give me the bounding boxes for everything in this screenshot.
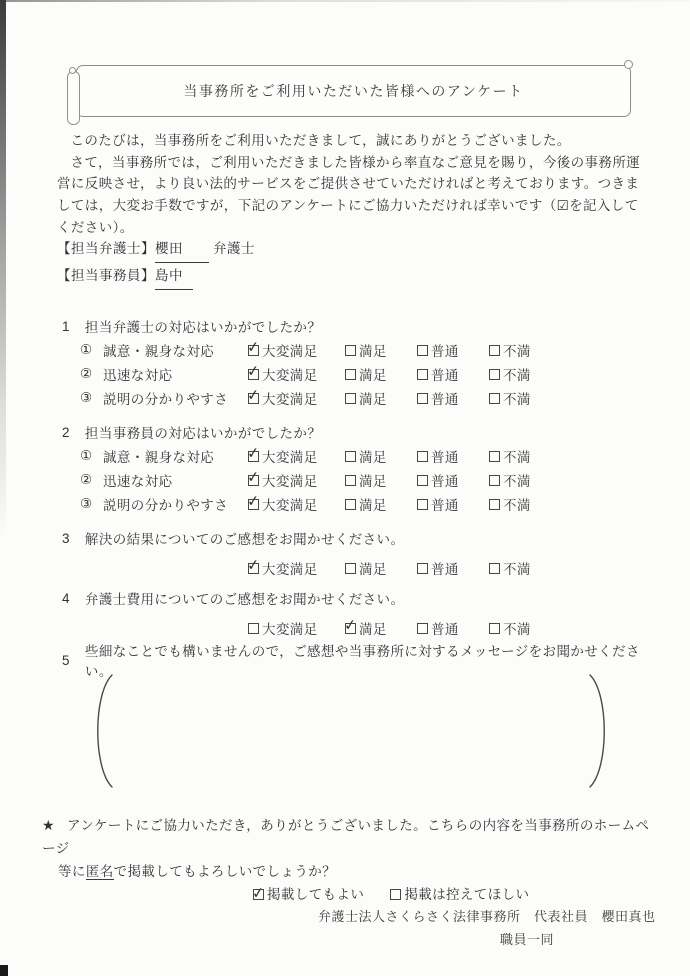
option-dissatisfied — [489, 364, 553, 384]
publish-line-2 — [58, 860, 650, 883]
item-number: ③ — [80, 390, 93, 406]
checkbox-very-satisfied[interactable] — [248, 345, 259, 356]
option-normal — [417, 364, 489, 384]
option-label: 不満 — [503, 498, 531, 514]
option-label: 満足 — [359, 450, 387, 466]
option-label: 満足 — [359, 392, 387, 408]
option-normal — [417, 446, 489, 466]
option-label: 不満 — [503, 344, 531, 360]
option-label: 普通 — [431, 498, 459, 514]
question-2-title — [57, 420, 653, 444]
option-label: 掲載してもよい — [267, 887, 365, 902]
comment-area[interactable] — [117, 678, 585, 784]
option-very-satisfied — [248, 446, 345, 466]
checkbox-normal[interactable] — [417, 563, 428, 574]
survey-item-row — [248, 556, 653, 580]
item-number: ② — [80, 366, 93, 382]
option-dissatisfied — [489, 446, 553, 466]
anonymous-underlined: 匿名 — [85, 864, 114, 879]
option-label: 満足 — [359, 562, 387, 577]
publish-consent-block — [42, 814, 650, 906]
option-label: 普通 — [431, 474, 459, 490]
firm-name-line: 弁護士法人さくらさく法律事務所 代表社員 櫻田真也 — [318, 909, 656, 924]
item-label: 説明の分かりやすさ — [103, 498, 229, 514]
lawyer-label: 【担当弁護士】 — [57, 241, 155, 256]
option-dissatisfied — [489, 558, 553, 578]
checkbox-normal[interactable] — [417, 345, 428, 356]
checkbox-normal[interactable] — [417, 393, 428, 404]
option-label: 満足 — [359, 474, 387, 490]
item-label: 説明の分かりやすさ — [103, 392, 229, 408]
checkbox-satisfied[interactable] — [345, 369, 356, 380]
checkbox-normal[interactable] — [417, 623, 428, 634]
item-label: 誠意・親身な対応 — [103, 450, 215, 466]
checkbox-satisfied[interactable] — [345, 451, 356, 462]
checkbox-satisfied[interactable] — [345, 563, 356, 574]
option-normal — [417, 340, 489, 360]
option-label: 不満 — [503, 562, 531, 577]
option-label: 普通 — [431, 344, 459, 360]
question-number: 1 — [62, 318, 70, 334]
option-satisfied — [345, 364, 417, 384]
footer-signature — [318, 905, 656, 951]
option-dissatisfied — [489, 340, 553, 360]
option-dissatisfied — [489, 388, 553, 408]
checkbox-dissatisfied[interactable] — [489, 563, 500, 574]
checkbox-very-satisfied[interactable] — [248, 563, 259, 574]
lawyer-line — [57, 236, 255, 263]
question-text: 担当弁護士の対応はいかがでしたか？ — [84, 320, 322, 335]
question-text: 些細なことでも構いませんので，ご感想や当事務所に対するメッセージをお聞かせください。 — [84, 644, 640, 679]
option-label: 大変満足 — [262, 498, 318, 514]
option-label: 満足 — [359, 622, 387, 637]
checkbox-very-satisfied[interactable] — [248, 451, 259, 462]
checkbox-very-satisfied[interactable] — [248, 623, 259, 634]
page-title: 当事務所をご利用いただいた皆様へのアンケート — [183, 83, 524, 99]
option-label: 大変満足 — [262, 562, 318, 577]
question-4 — [57, 586, 653, 640]
option-publish-decline — [390, 883, 529, 906]
staff-all-line: 職員一同 — [500, 932, 555, 947]
clerk-line — [57, 263, 255, 290]
option-label: 大変満足 — [262, 474, 318, 490]
checkbox-dissatisfied[interactable] — [489, 475, 500, 486]
option-satisfied — [345, 558, 417, 578]
item-label: 迅速な対応 — [103, 474, 173, 490]
option-satisfied — [345, 340, 417, 360]
checkbox-very-satisfied[interactable] — [248, 475, 259, 486]
survey-item-row — [80, 386, 653, 410]
comment-box — [85, 672, 617, 790]
survey-item-row — [80, 338, 653, 362]
option-very-satisfied — [248, 470, 345, 490]
option-label: 大変満足 — [262, 392, 318, 408]
checkbox-dissatisfied[interactable] — [489, 393, 500, 404]
question-number: 3 — [62, 530, 70, 546]
publish-options-row — [253, 883, 650, 906]
checkbox-normal[interactable] — [417, 369, 428, 380]
survey-item-row — [248, 616, 653, 640]
clerk-label: 【担当事務員】 — [57, 268, 155, 283]
option-label: 不満 — [503, 450, 531, 466]
option-very-satisfied — [248, 340, 345, 360]
checkbox-satisfied[interactable] — [345, 475, 356, 486]
option-satisfied — [345, 470, 417, 490]
option-satisfied — [345, 446, 417, 466]
intro-paragraphs — [57, 130, 645, 239]
checkbox-dissatisfied[interactable] — [489, 345, 500, 356]
checkbox-dissatisfied[interactable] — [489, 623, 500, 634]
question-4-title — [57, 586, 653, 610]
survey-item-row — [80, 362, 653, 386]
publish-line-1 — [42, 814, 650, 860]
option-label: 満足 — [359, 498, 387, 514]
option-dissatisfied — [489, 618, 553, 638]
survey-item-row — [80, 492, 653, 516]
item-number: ① — [80, 448, 93, 464]
checkbox-normal[interactable] — [417, 499, 428, 510]
question-2 — [57, 420, 653, 517]
option-label: 普通 — [431, 368, 459, 384]
question-1-title — [57, 314, 653, 338]
option-publish-ok — [253, 883, 364, 906]
option-label: 大変満足 — [262, 368, 318, 384]
comment-bracket-right — [587, 672, 617, 790]
option-label: 大変満足 — [262, 450, 318, 466]
question-1 — [57, 314, 653, 411]
question-3-title — [57, 526, 653, 550]
option-label: 不満 — [503, 622, 531, 637]
option-very-satisfied — [248, 618, 345, 638]
option-satisfied — [345, 388, 417, 408]
option-normal — [417, 494, 489, 514]
staff-block — [57, 236, 255, 290]
scan-edge-artifact — [0, 0, 6, 540]
checkbox-very-satisfied[interactable] — [248, 499, 259, 510]
option-dissatisfied — [489, 470, 553, 490]
option-label: 掲載は控えてほしい — [404, 887, 530, 902]
checkbox-satisfied[interactable] — [345, 345, 356, 356]
option-label: 普通 — [431, 450, 459, 466]
question-number: 5 — [62, 652, 70, 668]
title-banner — [65, 62, 631, 122]
option-label: 不満 — [503, 392, 531, 408]
option-label: 不満 — [503, 474, 531, 490]
publish-text-1: アンケートにご協力いただき，ありがとうございました。こちらの内容を当事務所のホームページ — [42, 818, 650, 856]
intro-line-1: このたびは，当事務所をご利用いただきまして，誠にありがとうございました。 — [70, 133, 571, 148]
option-normal — [417, 470, 489, 490]
item-number: ② — [80, 472, 93, 488]
option-normal — [417, 558, 489, 578]
scan-edge-artifact — [0, 0, 690, 2]
option-label: 普通 — [431, 392, 459, 408]
option-satisfied — [345, 618, 417, 638]
question-number: 2 — [62, 424, 70, 440]
intro-line-2: さて，当事務所では，ご利用いただきました皆様から率直なご意見を賜り，今後の事務所運営に反映させ，より良い法的サービスをご提供させていただければと考えております。つきましては，大変お手数ですが，下記のアンケートにご協力いただければ幸いです（☑を記入してください）。 — [57, 154, 641, 235]
option-very-satisfied — [248, 364, 345, 384]
checkbox-dissatisfied[interactable] — [489, 499, 500, 510]
item-label: 迅速な対応 — [103, 368, 173, 384]
option-label: 満足 — [359, 368, 387, 384]
question-text: 担当事務員の対応はいかがでしたか？ — [84, 426, 322, 441]
checkbox-dissatisfied[interactable] — [489, 451, 500, 462]
checkbox-dissatisfied[interactable] — [489, 369, 500, 380]
option-label: 大変満足 — [262, 344, 318, 360]
checkbox-very-satisfied[interactable] — [248, 393, 259, 404]
option-label: 普通 — [431, 562, 459, 577]
checkbox-satisfied[interactable] — [345, 499, 356, 510]
option-normal — [417, 618, 489, 638]
publish-text-2-post: で掲載してもよろしいでしょうか？ — [113, 864, 337, 879]
clerk-name: 島中 — [155, 263, 193, 290]
question-5 — [57, 644, 653, 679]
lawyer-suffix: 弁護士 — [213, 241, 255, 256]
question-number: 4 — [62, 590, 70, 606]
option-label: 普通 — [431, 622, 459, 637]
question-5-title — [57, 644, 653, 679]
lawyer-name: 櫻田 — [155, 236, 209, 263]
checkbox-publish-decline[interactable] — [390, 889, 401, 900]
checkbox-normal[interactable] — [417, 451, 428, 462]
option-very-satisfied — [248, 558, 345, 578]
option-label: 大変満足 — [262, 622, 318, 637]
option-satisfied — [345, 494, 417, 514]
item-label: 誠意・親身な対応 — [103, 344, 215, 360]
option-very-satisfied — [248, 388, 345, 408]
option-label: 不満 — [503, 368, 531, 384]
checkbox-very-satisfied[interactable] — [248, 369, 259, 380]
question-3 — [57, 526, 653, 580]
option-normal — [417, 388, 489, 408]
scan-corner-artifact — [0, 965, 8, 976]
survey-item-row — [80, 444, 653, 468]
option-dissatisfied — [489, 494, 553, 514]
comment-bracket-left — [85, 672, 115, 790]
item-number: ③ — [80, 496, 93, 512]
question-text: 解決の結果についてのご感想をお聞かせください。 — [84, 532, 405, 547]
question-text: 弁護士費用についてのご感想をお聞かせください。 — [84, 592, 405, 607]
scroll-roll-dot-icon — [69, 67, 76, 74]
checkbox-normal[interactable] — [417, 475, 428, 486]
publish-text-2-pre: 等に — [58, 864, 86, 879]
item-number: ① — [80, 342, 93, 358]
checkbox-satisfied[interactable] — [345, 393, 356, 404]
star-icon: ★ — [42, 817, 55, 833]
option-very-satisfied — [248, 494, 345, 514]
option-label: 満足 — [359, 344, 387, 360]
survey-item-row — [80, 468, 653, 492]
checkbox-publish-ok[interactable] — [253, 889, 264, 900]
checkbox-satisfied[interactable] — [345, 623, 356, 634]
